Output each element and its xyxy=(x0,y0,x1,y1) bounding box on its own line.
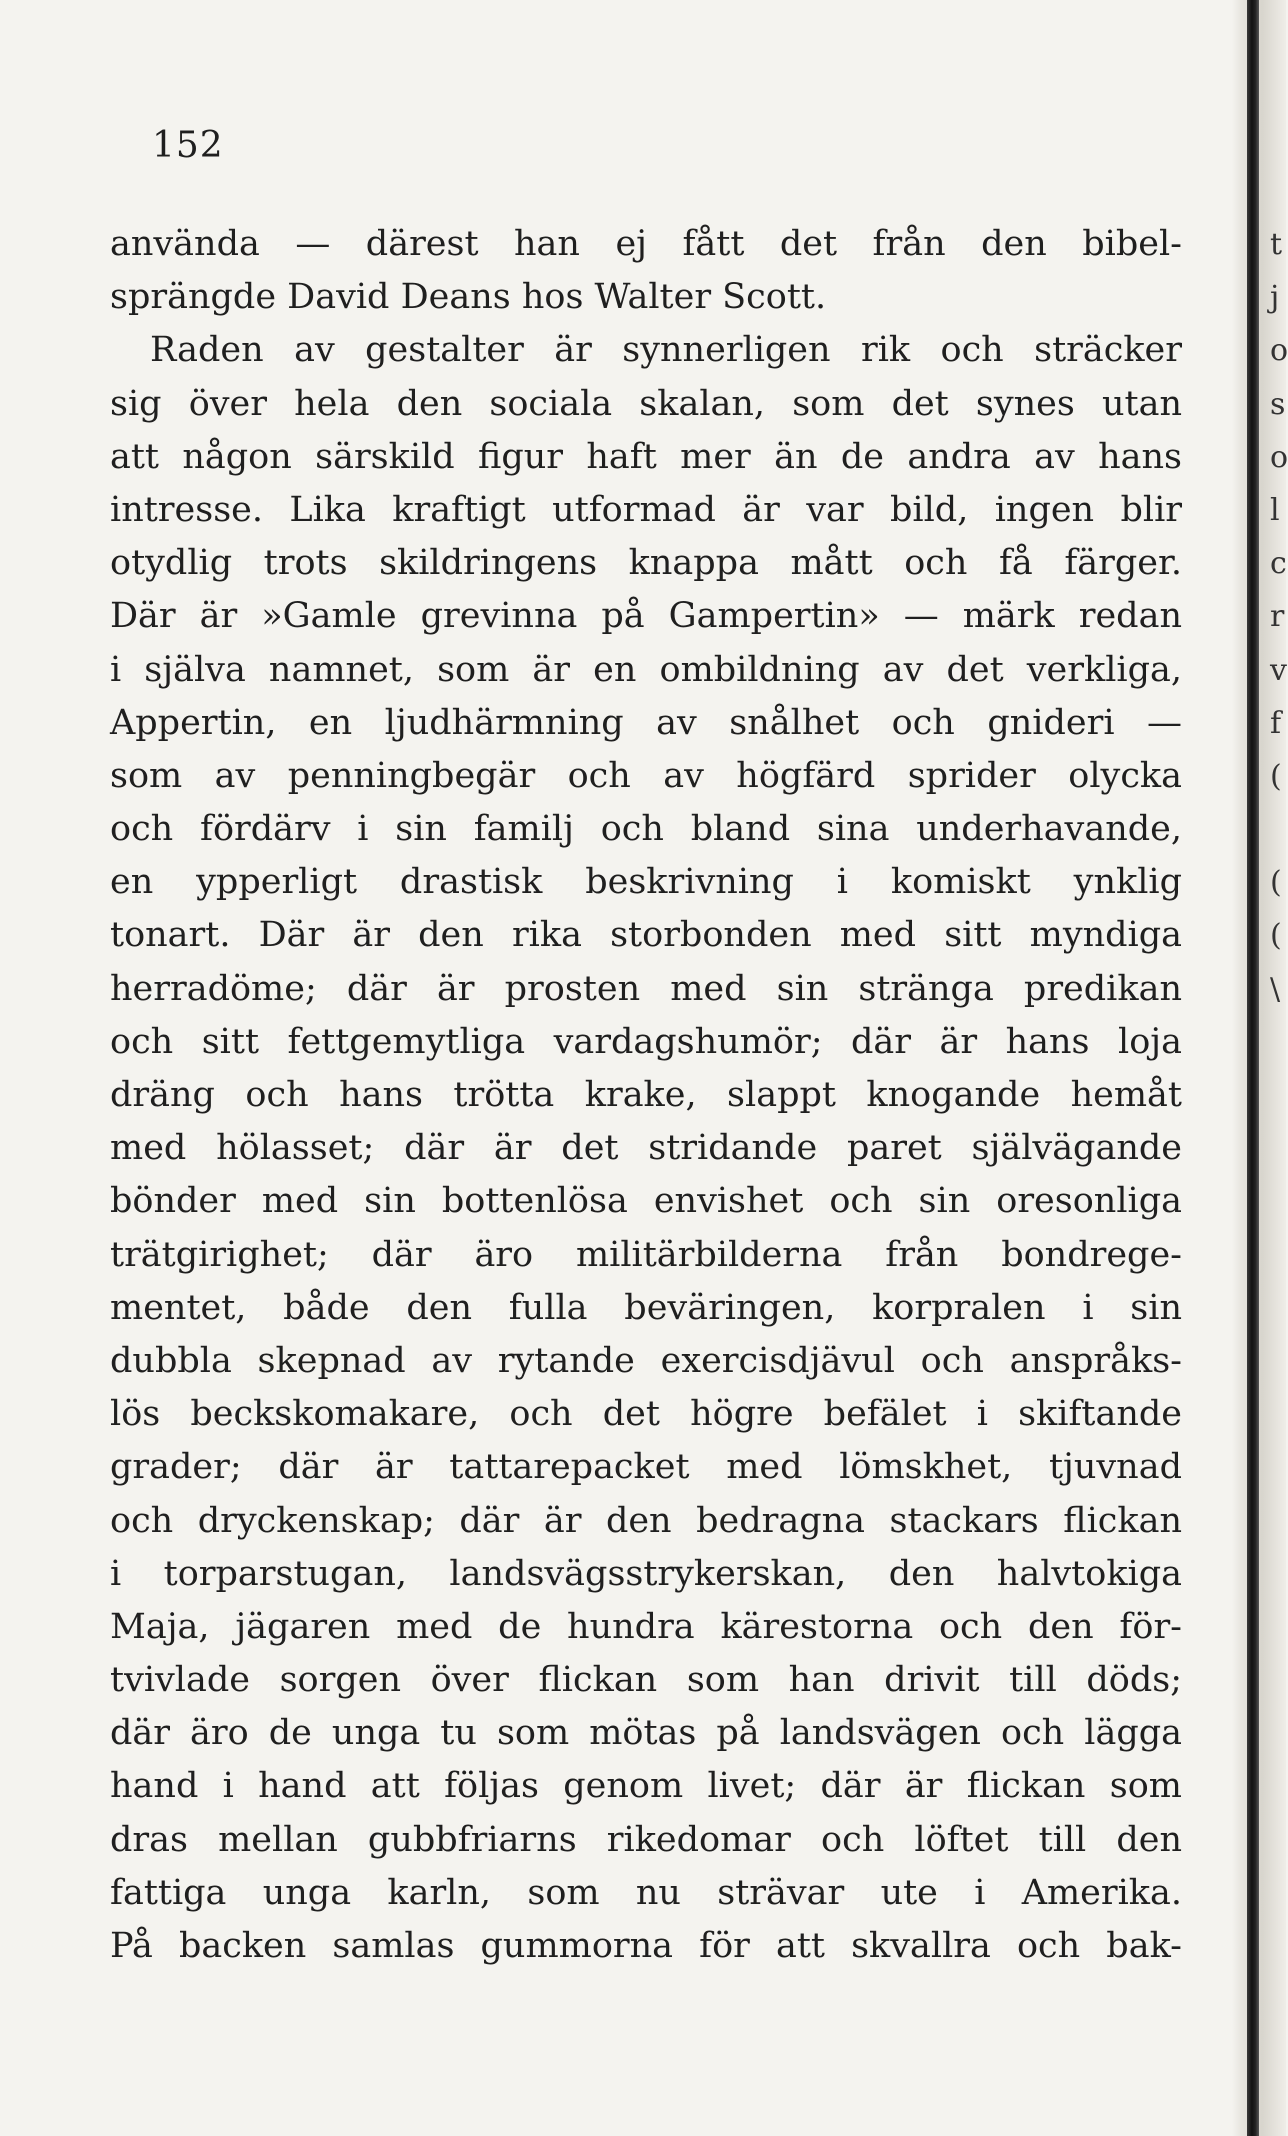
text-line: och dryckenskap; där är den bedragna stackars flickan xyxy=(110,1500,1182,1541)
facing-page-fragment: ( xyxy=(1270,918,1282,954)
facing-page-fragment: v xyxy=(1270,652,1287,688)
text-line: intresse. Lika kraftigt utformad är var bild, ingen blir xyxy=(110,489,1182,530)
text-line: i själva namnet, som är en ombildning av det verkliga, xyxy=(110,649,1182,690)
text-line: Raden av gestalter är synnerligen rik och sträcker xyxy=(150,330,1182,371)
text-line: i torparstugan, landsvägsstrykerskan, den halvtokiga xyxy=(110,1553,1182,1594)
facing-page-fragment: j xyxy=(1270,280,1280,316)
text-line: med hölasset; där är det stridande paret självägande xyxy=(110,1128,1182,1169)
text-line: grader; där är tattarepacket med lömskhet, tjuvnad xyxy=(110,1447,1182,1488)
facing-page-fragment: c xyxy=(1270,546,1287,582)
text-line: och fördärv i sin familj och bland sina underhavande, xyxy=(110,809,1182,850)
text-line: en ypperligt drastisk beskrivning i komiskt ynklig xyxy=(110,862,1182,903)
text-line: På backen samlas gummorna för att skvallra och bak- xyxy=(110,1926,1182,1966)
facing-page-fragment: ( xyxy=(1270,758,1282,794)
body-text xyxy=(110,218,1182,1973)
facing-page-fragment: t xyxy=(1270,227,1283,262)
facing-page-fragment: o xyxy=(1270,439,1288,475)
facing-page-fragment: ( xyxy=(1270,865,1282,901)
text-line: och sitt fettgemytliga vardagshumör; där är hans loja xyxy=(110,1021,1182,1062)
facing-page-edge xyxy=(1270,218,1286,1016)
page-number: 152 xyxy=(152,125,224,166)
facing-page-fragment: \ xyxy=(1270,971,1281,1007)
text-line: använda — därest han ej fått det från den bibel- xyxy=(110,224,1182,264)
book-spine xyxy=(1247,0,1259,2136)
text-line: dräng och hans trötta krake, slappt knogande hemåt xyxy=(110,1075,1182,1115)
text-line: mentet, både den fulla beväringen, korpralen i sin xyxy=(110,1287,1182,1328)
text-line: fattiga unga karln, som nu strävar ute i Amerika. xyxy=(110,1872,1182,1913)
facing-page-fragment: o xyxy=(1270,333,1288,369)
text-line: dubbla skepnad av rytande exercisdjävul och anspråks- xyxy=(110,1340,1182,1381)
text-line: trätgirighet; där äro militärbilderna från bondrege- xyxy=(110,1234,1182,1275)
text-line: Maja, jägaren med de hundra kärestorna och den för- xyxy=(110,1606,1182,1647)
text-line: otydlig trots skildringens knappa mått och få färger. xyxy=(110,543,1182,584)
text-line: tvivlade sorgen över flickan som han drivit till döds; xyxy=(110,1660,1182,1701)
text-line: herradöme; där är prosten med sin stränga predikan xyxy=(110,968,1182,1009)
text-line: bönder med sin bottenlösa envishet och sin oresonliga xyxy=(110,1181,1182,1222)
text-line: hand i hand att följas genom livet; där är flickan som xyxy=(110,1766,1182,1807)
text-line: sig över hela den sociala skalan, som det synes utan xyxy=(110,383,1182,424)
text-line: tonart. Där är den rika storbonden med sitt myndiga xyxy=(110,915,1182,956)
text-line: som av penningbegär och av högfärd sprider olycka xyxy=(110,755,1182,796)
text-line: lös beckskomakare, och det högre befälet i skiftande xyxy=(110,1394,1182,1435)
facing-page-fragment: f xyxy=(1270,705,1282,741)
text-line: att någon särskild figur haft mer än de andra av hans xyxy=(110,436,1182,477)
text-line: där äro de unga tu som mötas på landsvägen och lägga xyxy=(110,1713,1182,1754)
facing-page-fragment: r xyxy=(1270,599,1285,635)
facing-page-fragment: l xyxy=(1270,492,1280,528)
facing-page-fragment xyxy=(1270,803,1286,856)
text-line: dras mellan gubbfriarns rikedomar och löftet till den xyxy=(110,1819,1182,1860)
text-line: Där är »Gamle grevinna på Gampertin» — märk redan xyxy=(110,596,1182,637)
facing-page-fragment: s xyxy=(1270,386,1286,422)
text-line: sprängde David Deans hos Walter Scott. xyxy=(110,277,827,318)
text-line: Appertin, en ljudhärmning av snålhet och gnideri — xyxy=(110,702,1182,743)
